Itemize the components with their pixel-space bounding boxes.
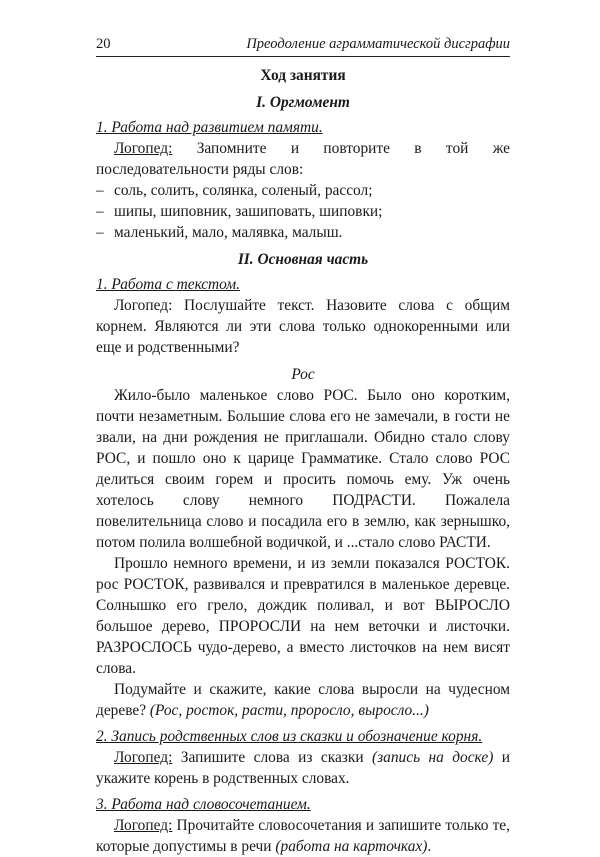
section2-heading: II. Основная часть	[237, 251, 369, 268]
record-words-topic: 2. Запись родственных слов из сказки и обозначение корня.	[96, 728, 483, 745]
text-work-topic: 1. Работа с текстом.	[96, 276, 240, 293]
story-title: Рос	[291, 366, 315, 383]
page-header	[96, 34, 510, 57]
word-rows	[96, 180, 510, 243]
instruction-text: Прочитайте словосочетания и запишите только те, которые допустимы в речи	[96, 817, 510, 855]
story-paragraph-2: Прошло немного времени, и из земли показался РОСТОК. рос РОСТОК, развивался и превратился в маленькое деревце. Солнышко его грело, дождик поливал, и вот ВЫРОСЛО большое дерево, ПРОРОСЛИ на нем веточки и листочки. РАЗРОСЛОСЬ чудо-дерево, а вместо листочков на нем висят слова.	[96, 555, 510, 677]
question-text: Подумайте и скажите, какие слова выросли на чудесном дереве?	[96, 681, 510, 719]
section1-instruction	[96, 138, 510, 180]
section1-heading: I. Оргмомент	[256, 94, 350, 111]
answer-text: (Рос, росток, расти, проросло, выросло...)	[149, 702, 429, 719]
section1-topic: 1. Работа над развитием памяти.	[96, 119, 323, 136]
word-row: – соль, солить, солянка, соленый, рассол;	[96, 180, 510, 201]
phrases-topic: 3. Работа над словосочетанием.	[96, 796, 311, 813]
phrases-instruction	[96, 815, 510, 857]
running-title: Преодоление аграмматической дисграфии	[246, 36, 510, 52]
book-page	[96, 34, 510, 857]
record-words-instruction	[96, 747, 510, 789]
story-question	[96, 679, 510, 721]
instruction-note: (работа на карточках)	[275, 838, 428, 855]
instruction-text: Запишите слова из сказки	[172, 749, 373, 766]
text-work-intro: Логопед: Послушайте текст. Назовите слова с общим корнем. Являются ли эти слова только однокоренными или еще и родственными?	[96, 297, 510, 356]
story-paragraph-1: Жило-было маленькое слово РОС. Было оно коротким, почти незаметным. Большие слова его не замечали, в гости не звали, на дни рождения не приглашали. Обидно стало слову РОС, и пошло оно к царице Грамматике. Стало слово РОС делиться своим горем и просить помочь ему. Уж очень хотелось слову немного ПОДРАСТИ. Пожалела повелительница слово и посадила его в землю, как зернышко, потом полила волшебной водичкой, и ...стало слово РАСТИ.	[96, 387, 510, 551]
instruction-note: (запись на доске)	[372, 749, 494, 766]
speaker-label: Логопед:	[114, 140, 173, 157]
instruction-text: .	[427, 838, 432, 855]
word-row: – шипы, шиповник, зашиповать, шиповки;	[96, 201, 510, 222]
speaker-label: Логопед:	[114, 817, 173, 834]
page-number: 20	[96, 36, 111, 52]
instruction-text: и укажите корень в родственных словах.	[96, 749, 510, 787]
word-row: – маленький, мало, малявка, малыш.	[96, 222, 510, 243]
instruction-text: Запомните и повторите в той же последовательности ряды слов:	[96, 140, 510, 178]
speaker-label: Логопед:	[114, 749, 173, 766]
lesson-title: Ход занятия	[260, 67, 346, 84]
